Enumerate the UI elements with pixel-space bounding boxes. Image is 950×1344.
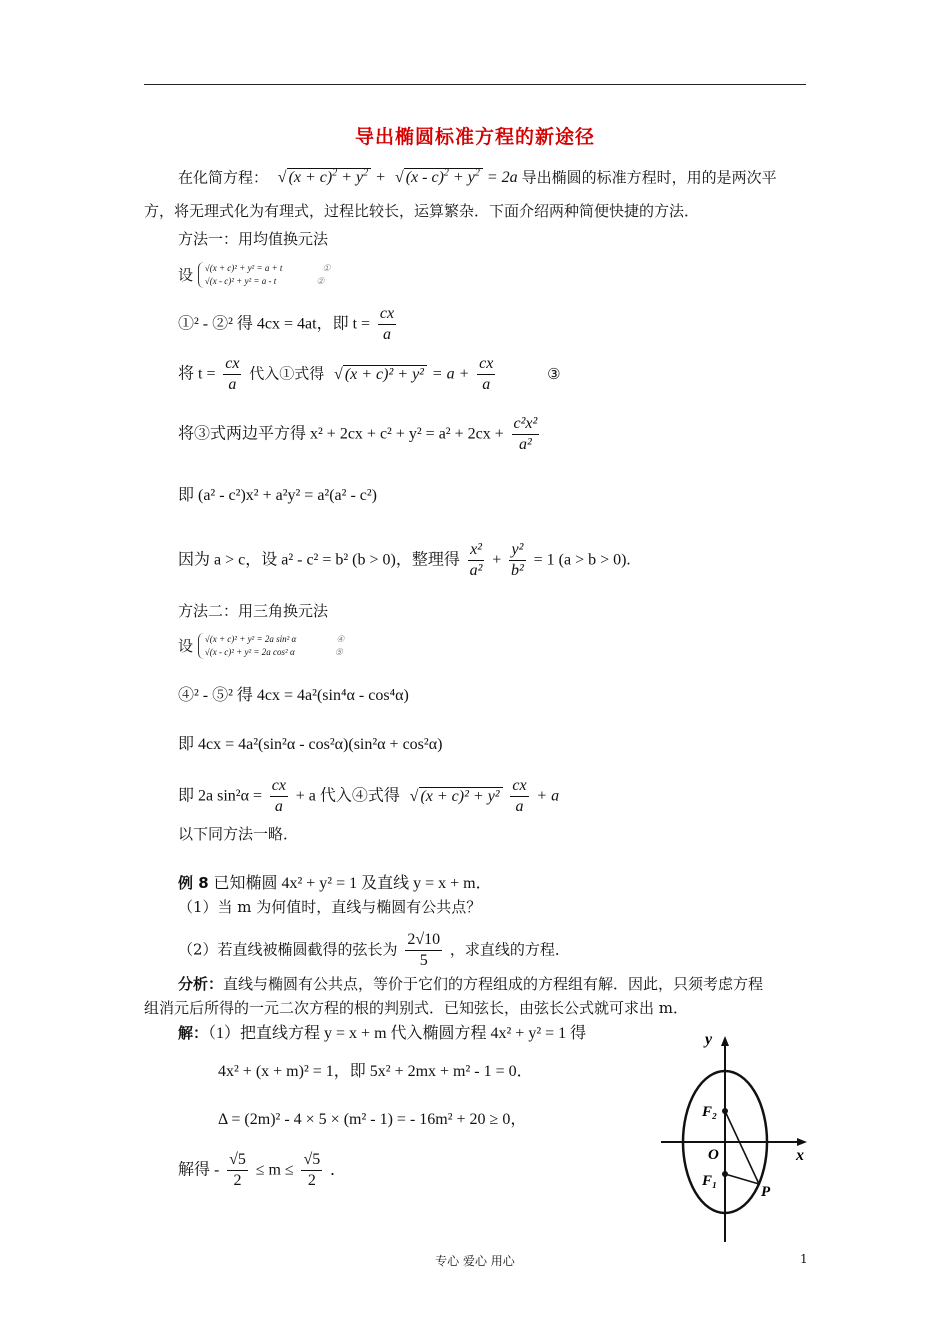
analysis-line-2: 组消元后所得的一元二次方程的根的判别式．已知弦长，由弦长公式就可求出 m． <box>144 999 688 1017</box>
method1-step3: 将③式两边平方得 x² + 2cx + c² + y² = a² + 2cx + $\frac{\text{c²x²}}{\text{a²}}$ <box>178 415 538 453</box>
ellipse-figure <box>655 1028 810 1248</box>
method2-system: 设 √(x + c)² + y² = 2a sin² α ④ √(x - c)² + y² = 2a cos² α ⑤ <box>178 634 345 657</box>
solution-line-3: Δ = (2m)² - 4 × 5 × (m² - 1) = - 16m² + 20 ≥ 0， <box>218 1111 527 1128</box>
f2-label: F₂ <box>702 1104 718 1120</box>
solution-line-1: 解：（1）把直线方程 y = x + m 代入椭圆方程 4x² + y² = 1 得 <box>178 1024 587 1042</box>
segment-f1-p <box>725 1174 759 1184</box>
solution-line-4: 解得 - $\frac{√5}{2}$ ≤ m ≤ $\frac{√5}{2}$ ． <box>178 1151 347 1189</box>
example-q2: （2）若直线被椭圆截得的弦长为 $\frac{2√10}{5}$ ，求直线的方程． <box>178 931 570 969</box>
y-axis-arrow <box>721 1036 729 1046</box>
method1-system: 设 √(x + c)² + y² = a + t ① √(x - c)² + y² = a - t ② <box>178 263 331 286</box>
segment-f2-p <box>725 1111 759 1184</box>
footer-text: 专心 爱心 用心 <box>435 1254 515 1268</box>
example-statement: 例 8 已知椭圆 4x² + y² = 1 及直线 y = x + m． <box>178 874 492 892</box>
page-title: 导出椭圆标准方程的新途径 <box>354 126 595 148</box>
method1-step4: 即 (a² - c²)x² + a²y² = a²(a² - c²) <box>178 487 378 504</box>
solution-line-2: 4x² + (x + m)² = 1，即 5x² + 2mx + m² - 1 = 0． <box>218 1063 533 1080</box>
equation-system-2: √(x + c)² + y² = 2a sin² α ④ √(x - c)² + y² = 2a cos² α ⑤ <box>198 633 345 659</box>
method1-heading: 方法一：用均值换元法 <box>178 230 329 248</box>
x-axis-arrow <box>797 1138 807 1146</box>
intro-equation: √ $(x + c)^2 + y^2$ + √ $(x - c)^2 + y^2 = 2a$ <box>273 169 522 186</box>
page-number: 1 <box>800 1252 808 1266</box>
method1-step5: 因为 a > c，设 a² - c² = b² (b > 0)，整理得 $\frac{\text{x²}}{\text{a²}}$ + $\frac{\text{y²}}{\text{b²}}$ = 1 (a > b > 0). <box>178 541 631 579</box>
method2-step3: 即 2a sin²α = $\frac{cx}{a}$ + a 代入④式得 √ (x + c)² + y² $\frac{cx}{a}$ + a <box>178 776 559 817</box>
method2-step1: ④² - ⑤² 得 4cx = 4a²(sin⁴α - cos⁴α) <box>178 687 409 704</box>
header-rule <box>144 84 806 85</box>
y-label: y <box>705 1031 713 1048</box>
method2-rest: 以下同方法一略． <box>178 825 299 843</box>
method1-step2: 将 t = $\frac{cx}{a}$ 代入①式得 √ (x + c)² + y² = a + $\frac{cx}{a}$ ③ <box>178 354 561 395</box>
analysis-line-1: 分析：直线与椭圆有公共点，等价于它们的方程组成的方程组有解．因此，只须考虑方程 <box>178 975 764 993</box>
origin-label: O <box>708 1147 719 1163</box>
method2-heading: 方法二：用三角换元法 <box>178 602 329 620</box>
p-label: P <box>761 1184 771 1200</box>
intro-line-1: 在化简方程： √ $(x + c)^2 + y^2$ + √ $(x - c)^2 + y^2 = 2a$ 导出椭圆的标准方程时，用的是两次平 <box>178 164 777 188</box>
example-q1: （1）当 m 为何值时，直线与椭圆有公共点？ <box>178 898 482 916</box>
equation-system-1: √(x + c)² + y² = a + t ① √(x - c)² + y² = a - t ② <box>198 262 331 288</box>
method1-step1: ①² - ②² 得 4cx = 4at，即 t = $\frac{cx}{a}$ <box>178 305 395 343</box>
x-label: x <box>796 1147 804 1164</box>
f1-label: F₁ <box>702 1173 718 1189</box>
intro-line-2: 方，将无理式化为有理式，过程比较长，运算繁杂．下面介绍两种简便快捷的方法． <box>144 202 700 220</box>
method2-step2: 即 4cx = 4a²(sin²α - cos²α)(sin²α + cos²α) <box>178 736 443 753</box>
